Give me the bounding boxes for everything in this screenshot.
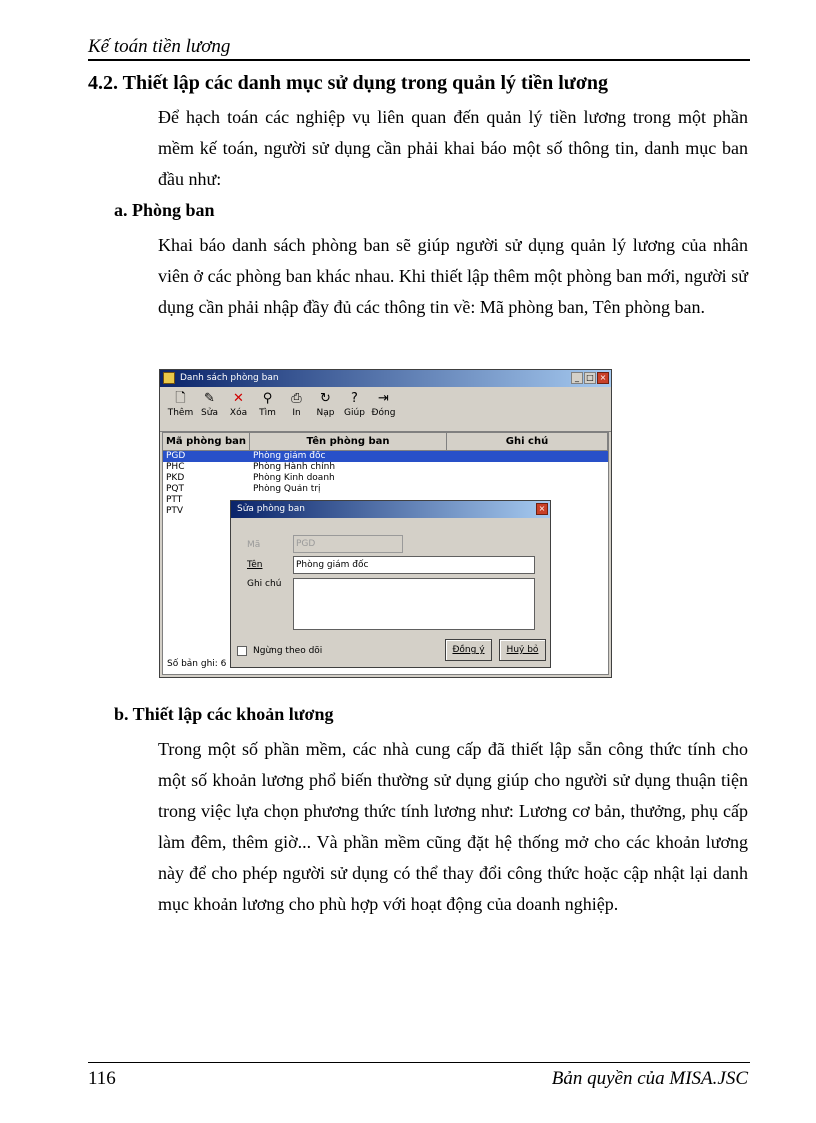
ok-button[interactable]: Đồng ý	[445, 639, 492, 661]
toolbar-button-edit[interactable]: ✎ Sửa	[195, 387, 224, 431]
toolbar-button-reload[interactable]: ↻ Nạp	[311, 387, 340, 431]
toolbar-button-add[interactable]: 🗋 Thêm	[167, 391, 194, 418]
subsection-a-title: a. Phòng ban	[114, 200, 215, 220]
table-row[interactable]: PHC Phòng Hành chính	[166, 462, 336, 472]
dialog-close-icon[interactable]: ×	[536, 503, 548, 515]
subsection-b-text: Trong một số phần mềm, các nhà cung cấp đã thiết lập sẵn công thức tính cho một số khoản lương phổ biến thường sử dụng giúp cho người sử dụng thuận tiện trong việc lựa chọn phương thức tính lương như: Lương cơ bản, thưởng, phụ cấp làm đêm, thêm giờ... Và phần mềm cũng đặt hệ thống mở cho các khoản lương này để cho phép người sử dụng có thể thay đổi công thức hoặc cập nhật lại danh mục khoản lương cho phù hợp với hoạt động của doanh nghiệp.	[158, 739, 748, 914]
column-header-note[interactable]: Ghi chú	[447, 433, 608, 450]
table-row[interactable]: PTT	[166, 495, 183, 505]
running-header: Kế toán tiền lương	[88, 36, 231, 57]
stop-tracking-checkbox[interactable]	[237, 646, 247, 656]
section-title: 4.2. Thiết lập các danh mục sử dụng trong quản lý tiền lương	[88, 72, 609, 94]
printer-icon: ⎙	[291, 391, 302, 406]
dialog-titlebar	[231, 501, 550, 518]
record-count: Số bản ghi: 6	[167, 659, 227, 669]
toolbar	[160, 387, 611, 432]
subsection-b-title: b. Thiết lập các khoản lương	[114, 704, 334, 724]
toolbar-button-delete[interactable]: ✕ Xóa	[224, 387, 253, 431]
code-field: PGD	[293, 535, 403, 553]
minimize-icon[interactable]: _	[571, 372, 583, 384]
window-titlebar	[160, 370, 611, 387]
toolbar-button-close[interactable]: ⇥ Đóng	[369, 387, 398, 431]
intro-paragraph: Để hạch toán các nghiệp vụ liên quan đến quản lý tiền lương trong một phần mềm kế toán, người sử dụng cần phải khai báo một số thông tin, danh mục ban đầu như:	[158, 107, 748, 189]
toolbar-button-print[interactable]: ⎙ In	[282, 387, 311, 431]
table-row[interactable]: PTV	[166, 506, 184, 516]
stop-tracking-label: Ngừng theo dõi	[253, 646, 323, 656]
toolbar-button-help[interactable]: ? Giúp	[340, 387, 369, 431]
subsection-a-text: Khai báo danh sách phòng ban sẽ giúp người sử dụng quản lý lương của nhân viên ở các phòng ban khác nhau. Khi thiết lập thêm một phòng ban mới, người sử dụng cần phải nhập đầy đủ các thông tin về: Mã phòng ban, Tên phòng ban.	[158, 235, 748, 317]
header-divider	[88, 59, 750, 61]
code-label: Mã	[247, 540, 261, 550]
binoculars-icon: ⚲	[262, 391, 273, 406]
copyright-notice: Bản quyền của MISA.JSC	[551, 1068, 748, 1089]
exit-icon: ⇥	[378, 391, 389, 406]
close-icon[interactable]: ×	[597, 372, 609, 384]
edit-icon: ✎	[204, 391, 215, 406]
name-label: Tên	[247, 560, 263, 570]
reload-icon: ↻	[320, 391, 331, 406]
help-icon: ?	[351, 391, 358, 406]
table-row[interactable]: PGD Phòng giám đốc	[163, 451, 608, 462]
cancel-button[interactable]: Huỷ bỏ	[499, 639, 546, 661]
window-title: Danh sách phòng ban	[180, 373, 279, 383]
maximize-icon[interactable]: □	[584, 372, 596, 384]
app-icon	[163, 372, 175, 384]
edit-department-dialog	[230, 500, 551, 668]
table-row[interactable]: PKD Phòng Kinh doanh	[166, 473, 335, 483]
column-header-name[interactable]: Tên phòng ban	[250, 433, 447, 450]
table-row[interactable]: PQT Phòng Quản trị	[166, 484, 321, 494]
grid-header	[163, 433, 608, 451]
toolbar-button-find[interactable]: ⚲ Tìm	[253, 387, 282, 431]
column-header-code[interactable]: Mã phòng ban	[163, 433, 250, 450]
new-doc-icon: 🗋	[175, 391, 186, 406]
footer-divider	[88, 1062, 750, 1063]
page-number: 116	[88, 1068, 116, 1089]
dialog-title: Sửa phòng ban	[237, 504, 305, 514]
note-label: Ghi chú	[247, 579, 282, 589]
delete-icon: ✕	[233, 391, 244, 406]
note-field[interactable]	[293, 578, 535, 630]
name-field[interactable]: Phòng giám đốc	[293, 556, 535, 574]
